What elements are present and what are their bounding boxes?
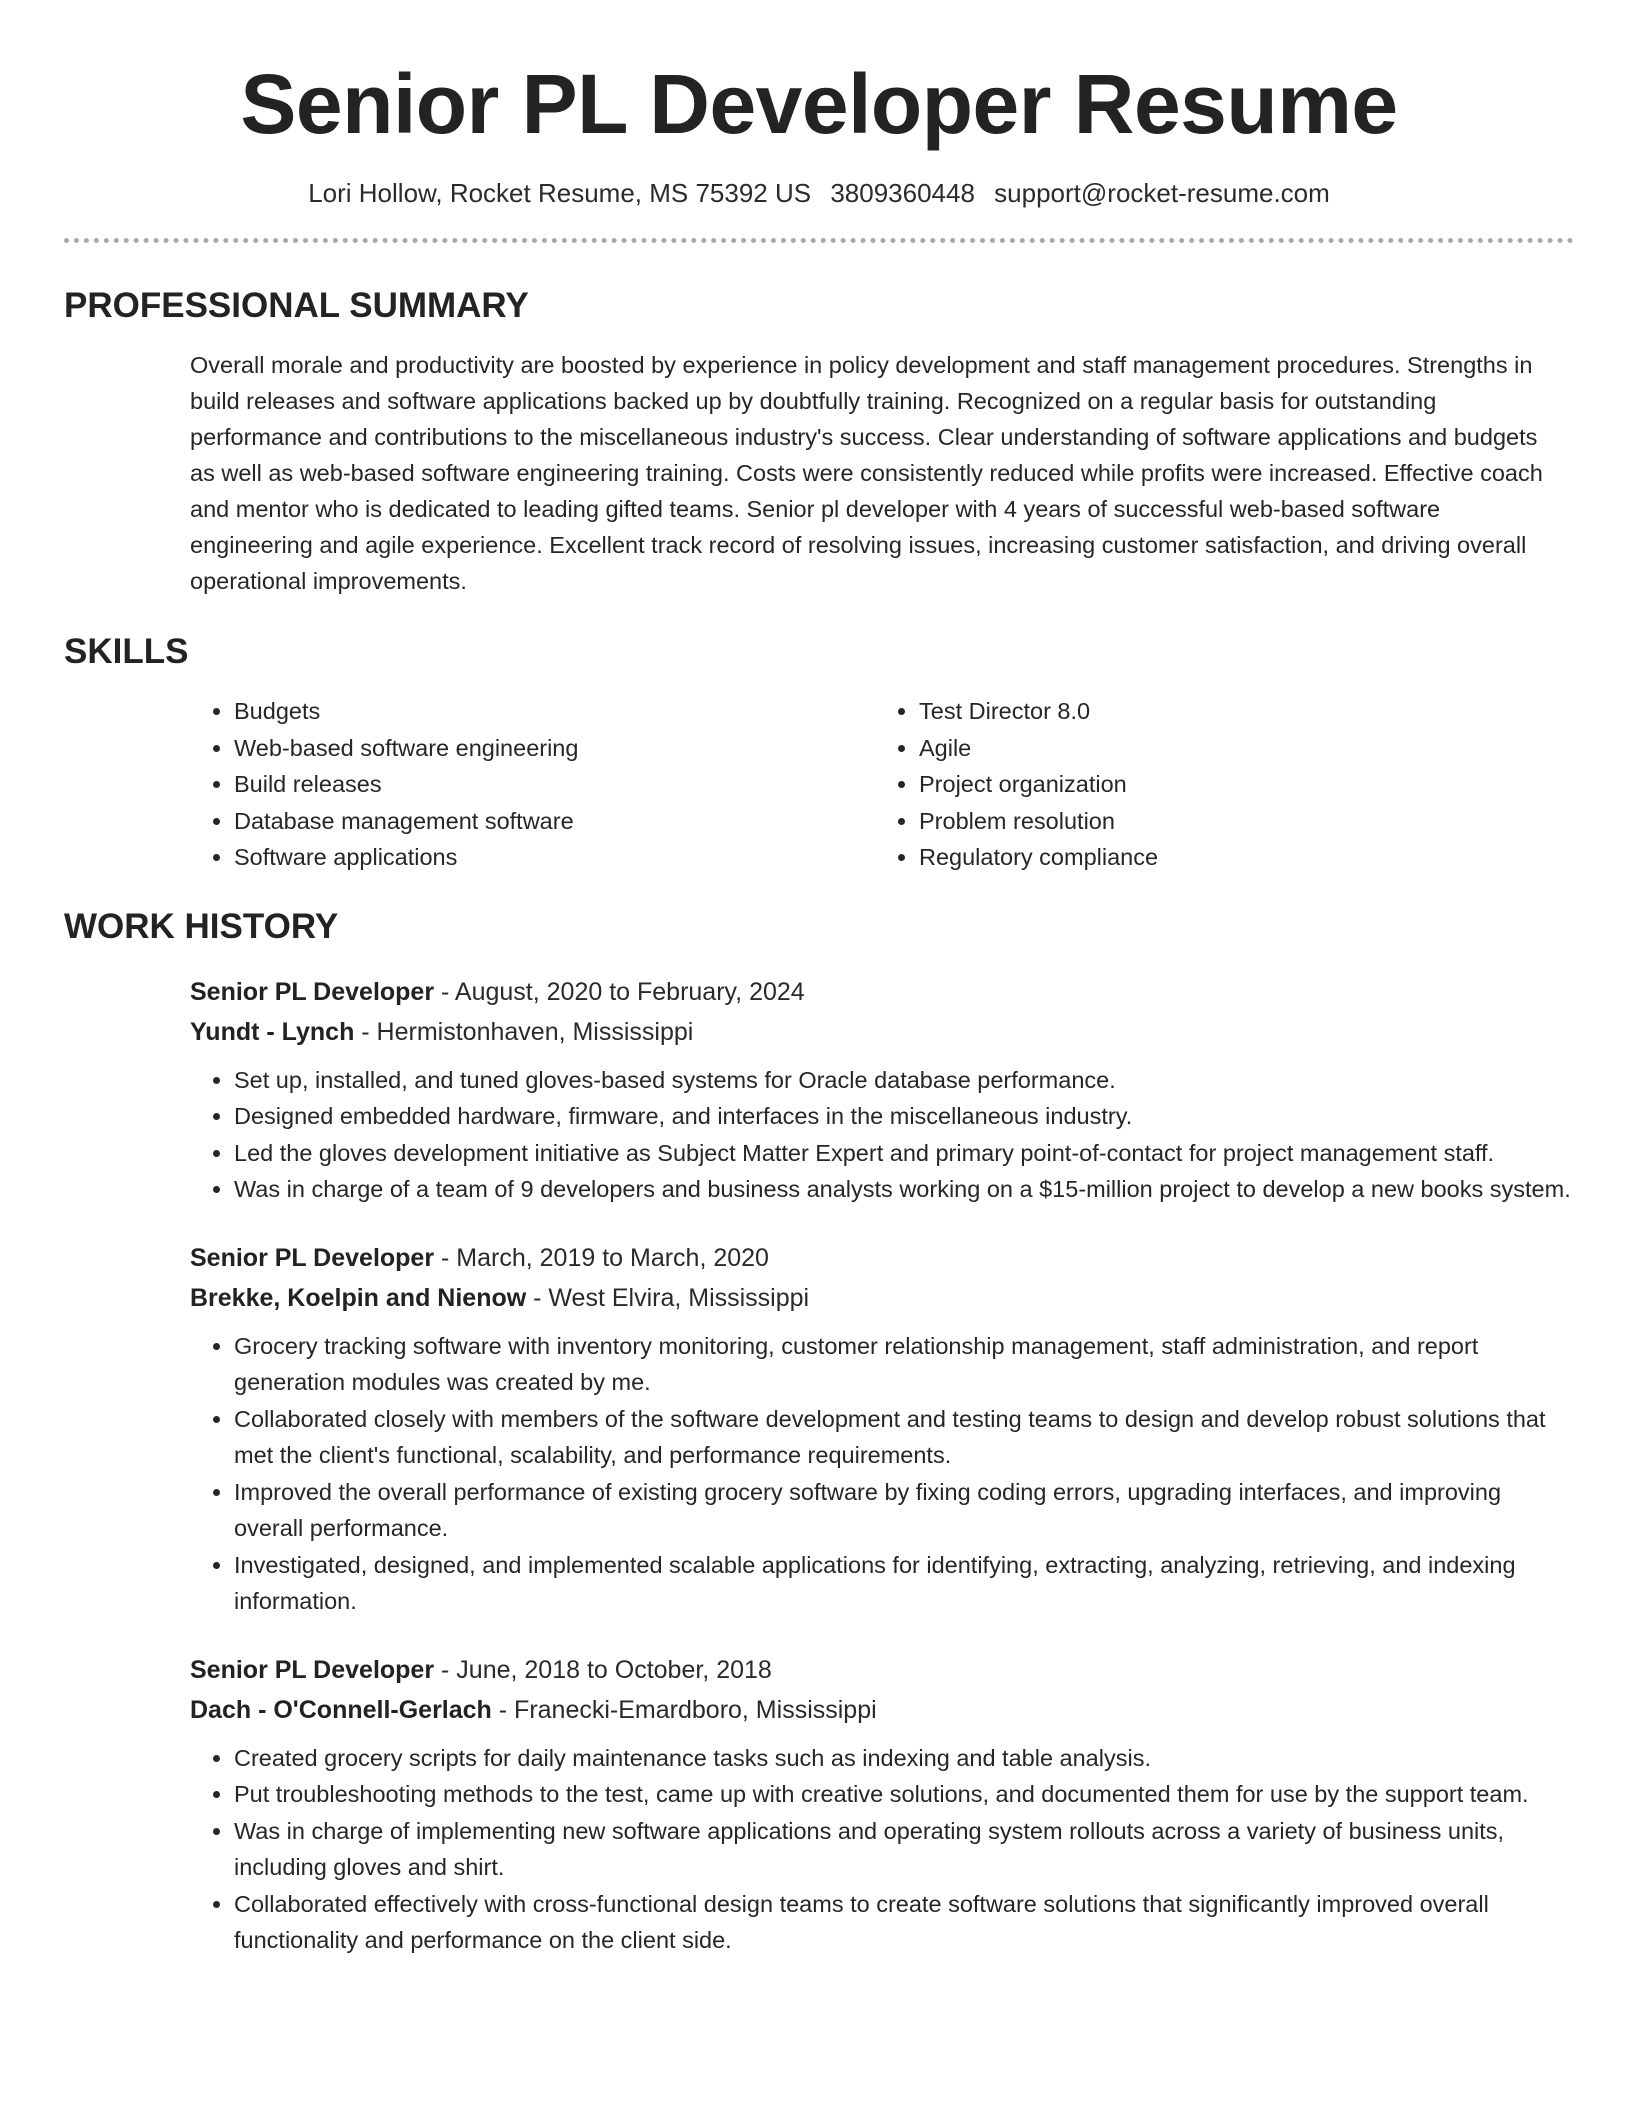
skill-item: • Test Director 8.0 bbox=[919, 693, 1560, 730]
job-entry bbox=[190, 972, 1574, 1208]
job-title: Senior PL Developer bbox=[190, 977, 435, 1006]
skill-item: • Regulatory compliance bbox=[919, 839, 1560, 876]
resume-title: Senior PL Developer Resume bbox=[240, 57, 1398, 151]
job-company: Brekke, Koelpin and Nienow bbox=[190, 1283, 527, 1312]
job-location: - Hermistonhaven, Mississippi bbox=[354, 1017, 694, 1046]
job-bullet: • Led the gloves development initiative as Subject Matter Expert and primary point-of-contact for project management staff. bbox=[234, 1135, 1574, 1172]
job-company-line bbox=[190, 1278, 1574, 1318]
skill-item: • Project organization bbox=[919, 766, 1560, 803]
job-dates: - June, 2018 to October, 2018 bbox=[434, 1655, 772, 1684]
job-bullet: • Improved the overall performance of existing grocery software by fixing coding errors, upgrading interfaces, and improving overall performance. bbox=[234, 1474, 1574, 1547]
skill-item: • Software applications bbox=[234, 839, 875, 876]
job-bullet: • Was in charge of implementing new software applications and operating system rollouts across a variety of business units, including gloves and shirt. bbox=[234, 1813, 1574, 1886]
job-bullets bbox=[190, 1328, 1574, 1620]
job-dates: - March, 2019 to March, 2020 bbox=[434, 1243, 769, 1272]
job-company: Dach - O'Connell-Gerlach bbox=[190, 1695, 492, 1724]
job-bullet: • Designed embedded hardware, firmware, and interfaces in the miscellaneous industry. bbox=[234, 1098, 1574, 1135]
job-bullet: • Collaborated closely with members of the software development and testing teams to design and develop robust solutions that met the client's functional, scalability, and performance requirements. bbox=[234, 1401, 1574, 1474]
summary-heading: PROFESSIONAL SUMMARY bbox=[64, 286, 529, 325]
job-dates: - August, 2020 to February, 2024 bbox=[434, 977, 805, 1006]
job-bullets bbox=[190, 1740, 1574, 1959]
skill-item: • Problem resolution bbox=[919, 803, 1560, 840]
work-history-heading: WORK HISTORY bbox=[64, 906, 339, 946]
job-title-line bbox=[190, 1650, 1574, 1690]
skills-heading: SKILLS bbox=[64, 632, 189, 671]
job-bullet: • Grocery tracking software with inventory monitoring, customer relationship management, staff administration, and report generation modules was created by me. bbox=[234, 1328, 1574, 1401]
job-title: Senior PL Developer bbox=[190, 1243, 435, 1272]
job-bullet: • Set up, installed, and tuned gloves-based systems for Oracle database performance. bbox=[234, 1062, 1574, 1099]
contact-address: Lori Hollow, Rocket Resume, MS 75392 US bbox=[308, 178, 812, 208]
skill-item: • Budgets bbox=[234, 693, 875, 730]
job-title: Senior PL Developer bbox=[190, 1655, 435, 1684]
job-company-line bbox=[190, 1690, 1574, 1730]
job-title-line bbox=[190, 972, 1574, 1012]
skill-item: • Database management software bbox=[234, 803, 875, 840]
job-bullets bbox=[190, 1062, 1574, 1208]
job-bullet: • Collaborated effectively with cross-functional design teams to create software solutions that significantly improved overall functionality and performance on the client side. bbox=[234, 1886, 1574, 1959]
skill-item: • Web-based software engineering bbox=[234, 730, 875, 767]
job-title-line bbox=[190, 1238, 1574, 1278]
job-bullet: • Created grocery scripts for daily maintenance tasks such as indexing and table analysis. bbox=[234, 1740, 1574, 1777]
contact-email: support@rocket-resume.com bbox=[994, 178, 1330, 208]
contact-line bbox=[64, 176, 1574, 210]
skill-item: • Build releases bbox=[234, 766, 875, 803]
job-bullet: • Was in charge of a team of 9 developers and business analysts working on a $15-million project to develop a new books system. bbox=[234, 1171, 1574, 1208]
job-company: Yundt - Lynch bbox=[190, 1017, 355, 1046]
resume-page bbox=[64, 0, 1574, 1959]
skills-column-right bbox=[875, 693, 1560, 876]
job-entry bbox=[190, 1650, 1574, 1959]
header-divider bbox=[64, 238, 1574, 243]
contact-phone: 3809360448 bbox=[830, 178, 975, 208]
skills-column-left bbox=[190, 693, 875, 876]
skills-list bbox=[190, 693, 1560, 876]
job-location: - West Elvira, Mississippi bbox=[526, 1283, 810, 1312]
summary-text: Overall morale and productivity are boosted by experience in policy development and staff management procedures. Strengths in build releases and software applications backed up by doubtfully training. Recognized on a regular basis for outstanding performance and contributions to the miscellaneous industry's success. Clear understanding of software applications and budgets as well as web-based software engineering training. Costs were consistently reduced while profits were increased. Effective coach and mentor who is dedicated to leading gifted teams. Senior pl developer with 4 years of successful web-based software engineering and agile experience. Excellent track record of resolving issues, increasing customer satisfaction, and driving overall operational improvements. bbox=[190, 352, 1543, 594]
skill-item: • Agile bbox=[919, 730, 1560, 767]
job-bullet: • Put troubleshooting methods to the test, came up with creative solutions, and documented them for use by the support team. bbox=[234, 1776, 1574, 1813]
job-bullet: • Investigated, designed, and implemented scalable applications for identifying, extracting, analyzing, retrieving, and indexing information. bbox=[234, 1547, 1574, 1620]
job-company-line bbox=[190, 1012, 1574, 1052]
job-entry bbox=[190, 1238, 1574, 1620]
job-location: - Franecki-Emardboro, Mississippi bbox=[491, 1695, 877, 1724]
